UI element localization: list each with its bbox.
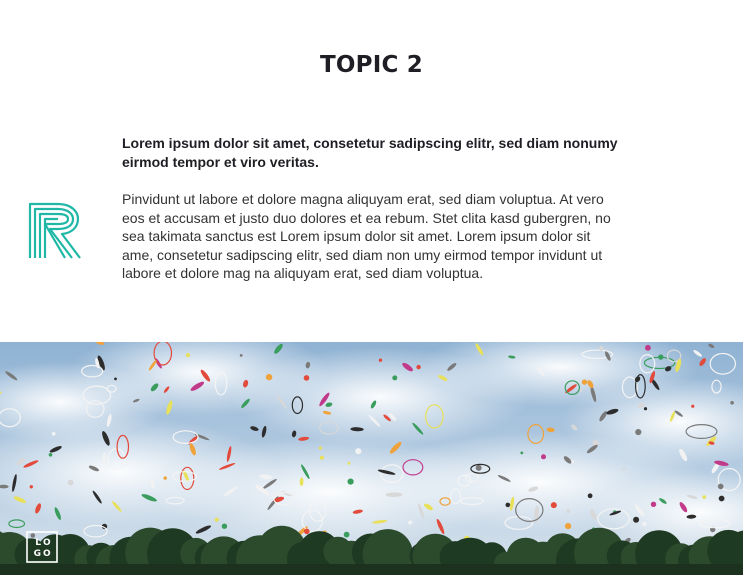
svg-text:L: L bbox=[35, 538, 41, 548]
page-title: TOPIC 2 bbox=[320, 52, 423, 78]
lead-paragraph: Lorem ipsum dolor sit amet, consetetur sadipscing elitr, sed diam nonumy eirmod tempor et viro veritas. bbox=[122, 135, 618, 170]
juggling-crowd-photo bbox=[0, 342, 743, 575]
body-paragraph: Pinvidunt ut labore et dolore magna aliquyam erat, sed diam voluptua. At vero eos et accusam et justo duo dolores et ea rebum. Stet clita kasd gubergren, no sea takimata sanctus est Lorem ipsum dolor sit amet. Lorem ipsum dolor sit ame, consetetur sadipscing elitr, sed diam non umy eirmod tempor invidunt ut labore et dolore mag na aliquyam erat, sed diam voluptua. bbox=[122, 191, 611, 281]
svg-text:O: O bbox=[43, 549, 51, 559]
svg-text:G: G bbox=[33, 549, 41, 559]
svg-text:O: O bbox=[43, 538, 51, 548]
logo-badge-icon bbox=[26, 531, 58, 563]
r-monogram-icon bbox=[28, 202, 84, 260]
